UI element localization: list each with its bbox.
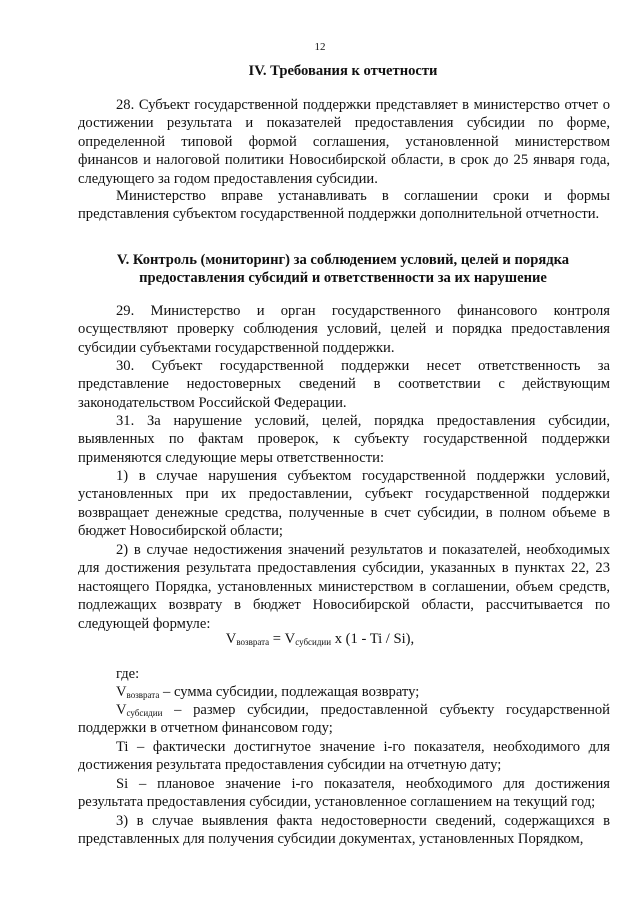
formula-v: V	[225, 631, 237, 647]
paragraph-28: 28. Субъект государственной поддержки представляет в министерство отчет о достижении результата и показателей предоставления субсидии по форме, определенной типовой формой соглашения, установленной министерством финансов и налоговой политики Новосибирской области, в срок до 25 января года, следующего за годом предоставления субсидии.	[78, 97, 610, 187]
where-label: где:	[116, 666, 140, 682]
paragraph-30: 30. Субъект государственной поддержки несет ответственность за представление недостоверных сведений в соответствии с действующим законодательством Российской Федерации.	[78, 358, 610, 411]
definition-v-subsidy	[78, 701, 610, 738]
page-number: 12	[314, 41, 326, 53]
section-4-title: IV. Требования к отчетности	[248, 63, 438, 79]
paragraph-31-item-1: 1) в случае нарушения субъектом государственной поддержки условий, установленных при их предоставлении, субъект государственной поддержки возвращает денежные средства, полученные в счет субсидии, в полном объеме в бюджет Новосибирской области;	[78, 468, 610, 540]
formula-sub-refund: возврата	[236, 637, 270, 647]
paragraph-31-item-3: 3) в случае выявления факта недостоверности сведений, содержащихся в представленных для получения субсидии документах, установленных Порядком,	[78, 813, 610, 848]
section-5-title-line-1: V. Контроль (мониторинг) за соблюдением условий, целей и порядка	[116, 252, 570, 268]
paragraph-29: 29. Министерство и орган государственного финансового контроля осуществляют проверку соблюдения условий, целей и порядка предоставления субсидии субъектами государственной поддержки.	[78, 303, 610, 356]
definition-v-refund	[78, 683, 610, 701]
formula-eq: = V	[269, 631, 296, 647]
def1-sub: возврата	[126, 690, 160, 700]
paragraph-28-b: Министерство вправе устанавливать в соглашении сроки и формы представления субъектом государственной поддержки дополнительной отчетности.	[78, 188, 610, 223]
formula-rest: x (1 - Ti / Si),	[331, 631, 415, 647]
definition-si: Si – плановое значение i-го показателя, необходимого для достижения результата предоставления субсидии, установленное соглашением на текущий год;	[78, 776, 610, 811]
def2-sub: субсидии	[126, 708, 163, 718]
formula-sub-subsidy: субсидии	[295, 637, 332, 647]
paragraph-31: 31. За нарушение условий, целей, порядка предоставления субсидии, выявленных по фактам проверок, к субъекту государственной поддержки применяются следующие меры ответственности:	[78, 413, 610, 466]
section-5-title-line-2: предоставления субсидий и ответственности за их нарушение	[139, 270, 547, 286]
def1-v: V	[116, 684, 127, 700]
definition-ti: Ti – фактически достигнутое значение i-го показателя, необходимого для достижения результата предоставления субсидии на отчетную дату;	[78, 739, 610, 774]
refund-formula	[0, 630, 640, 648]
def1-text: – сумма субсидии, подлежащая возврату;	[159, 684, 420, 700]
def2-v: V	[116, 702, 127, 718]
def2-text: – размер субсидии, предоставленной субъекту государственной поддержки в отчетном финансовом году;	[78, 702, 610, 737]
paragraph-31-item-2: 2) в случае недостижения значений результатов и показателей, необходимых для достижения результата предоставления субсидии, указанных в пунктах 22, 23 настоящего Порядка, установленных министерством в соглашении, объем средств, подлежащих возврату в бюджет Новосибирской области, рассчитывается по следующей формуле:	[78, 542, 610, 632]
